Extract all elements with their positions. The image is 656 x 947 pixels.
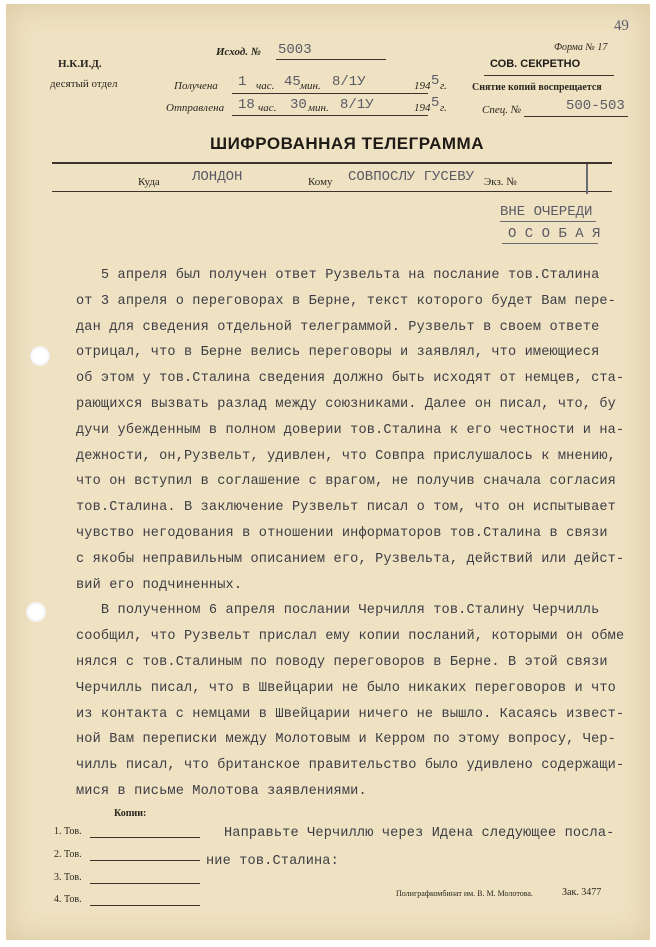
body-line: дежности, он,Рузвельт, удивлен, что Совпра прислушалось к мнению,	[76, 448, 616, 464]
copy-line-4: 4. Тов.	[54, 894, 82, 905]
printer-imprint: Полиграфкомбинат им. В. М. Молотова.	[396, 889, 533, 898]
punch-hole-bottom	[26, 602, 46, 622]
priority-underline-2	[502, 243, 598, 244]
copy-number-label: Экз. №	[484, 176, 517, 188]
copy-line-4-rule	[90, 905, 200, 906]
received-year-digit: 5	[431, 73, 440, 89]
order-number: Зак. 3477	[562, 887, 602, 898]
pencil-mark	[586, 164, 588, 194]
outgoing-number-label: Исход. №	[216, 46, 261, 58]
body-line: отрицал, что в Берне велись переговоры и заявлял, что имеющиеся	[76, 345, 600, 361]
secrecy-stamp: СОВ. СЕКРЕТНО	[490, 58, 581, 70]
received-hour: 1	[238, 74, 247, 90]
sent-minutes-label: мин.	[308, 102, 329, 114]
sent-label: Отправлена	[166, 102, 225, 114]
destination-label: Куда	[138, 176, 160, 188]
priority-line-2: О С О Б А Я	[508, 226, 601, 242]
body-line: чувство негодования в отношении информаторов тов.Сталина в связи	[76, 526, 608, 541]
sent-hour-label: час.	[258, 102, 277, 114]
received-year-prefix: 194	[414, 80, 431, 92]
body-line: с якобы неправильным описанием его, Рузвельта, действий или дейст-	[76, 551, 625, 567]
copy-forbidden-note: Снятие копий воспрещается	[472, 82, 602, 93]
copy-line-2-rule	[90, 860, 200, 861]
copy-line-3: 3. Тов.	[54, 872, 82, 883]
title-divider	[52, 162, 612, 164]
recipient-value: СОВПОСЛУ ГУСЕВУ	[348, 169, 475, 185]
outgoing-number-value: 5003	[278, 42, 312, 58]
body-line: чилль писал, что британское правительство было удивлено содержащи-	[76, 758, 625, 774]
copy-line-2: 2. Тов.	[54, 849, 82, 860]
sent-hour: 18	[238, 97, 255, 113]
special-number-line	[524, 116, 628, 117]
body-line: ной Вам переписки между Молотовым и Керром по этому вопросу, Чер-	[76, 732, 616, 748]
copy-line-1-rule	[90, 837, 200, 838]
punch-hole-top	[30, 346, 50, 366]
body-line: из контакта с немцами в Швейцарии ничего не вышло. Касаясь извест-	[76, 706, 625, 722]
body-line: В полученном 6 апреля послании Черчилля тов.Сталину Черчилль	[76, 603, 600, 619]
closing-line-2: ние тов.Сталина:	[206, 854, 339, 869]
body-line: дан для сведения отдельной телеграммой. Рузвельт в своем ответе	[76, 319, 600, 335]
body-line: об этом у тов.Сталина сведения должно быть исходят от немцев, ста-	[76, 371, 625, 387]
received-line	[232, 93, 428, 94]
telegram-page	[6, 4, 650, 940]
sent-minutes: 30	[290, 97, 307, 113]
sent-year-suffix: г.	[440, 102, 447, 114]
recipient-label: Кому	[308, 176, 333, 188]
sent-line	[232, 115, 428, 116]
priority-underline-1	[500, 221, 596, 222]
body-line: от 3 апреля о переговорах в Берне, текст которого будет Вам пере-	[76, 293, 616, 309]
special-number-value: 500-503	[566, 98, 625, 114]
sent-date: 8/1У	[340, 97, 374, 113]
form-number: Форма № 17	[554, 42, 608, 53]
copy-line-3-rule	[90, 883, 200, 884]
body-line: тов.Сталина. В заключение Рузвельт писал о том, что он испытывает	[76, 500, 616, 516]
body-line: сообщил, что Рузвельт прислал ему копии посланий, которыми он обме	[76, 629, 625, 645]
address-divider	[52, 191, 612, 192]
received-date: 8/1У	[332, 74, 366, 90]
secrecy-underline	[484, 75, 614, 76]
destination-value: ЛОНДОН	[192, 169, 243, 185]
copy-line-1: 1. Тов.	[54, 826, 82, 837]
org-department: десятый отдел	[50, 78, 118, 90]
sent-year-digit: 5	[431, 95, 440, 111]
received-hour-label: час.	[256, 80, 275, 92]
body-line: 5 апреля был получен ответ Рузвельта на послание тов.Сталина	[76, 268, 600, 283]
page-number: 49	[613, 17, 630, 35]
body-line: нялся с тов.Сталиным по поводу переговоров в Берне. В этой связи	[76, 655, 608, 670]
org-name: Н.К.И.Д.	[58, 58, 102, 70]
priority-line-1: ВНЕ ОЧЕРЕДИ	[500, 204, 593, 220]
body-line: рающихся вызвать разлад между союзниками. Далее он писал, что, бу	[76, 397, 616, 412]
copies-label: Копии:	[114, 808, 147, 819]
document-title: ШИФРОВАННАЯ ТЕЛЕГРАММА	[210, 134, 484, 153]
received-minutes: 45	[284, 74, 301, 90]
outgoing-number-line	[276, 59, 386, 60]
received-label: Получена	[174, 80, 218, 92]
received-year-suffix: г.	[440, 80, 447, 92]
body-line: Черчилль писал, что в Швейцарии не было никаких переговоров и что	[76, 680, 616, 696]
closing-line-1: Направьте Черчиллю через Идена следующее посла-	[224, 826, 615, 841]
special-number-label: Спец. №	[482, 104, 522, 116]
sent-year-prefix: 194	[414, 102, 431, 114]
body-line: дучи убежденным в полном доверии тов.Сталина к его честности и на-	[76, 422, 625, 438]
received-minutes-label: мин.	[300, 80, 321, 92]
body-line: вий его подчиненных.	[76, 577, 243, 593]
body-line: мися в письме Молотова заявлениями.	[76, 784, 367, 799]
body-line: что он вступил в соглашение с врагом, не получив сначала согласия	[76, 474, 616, 490]
